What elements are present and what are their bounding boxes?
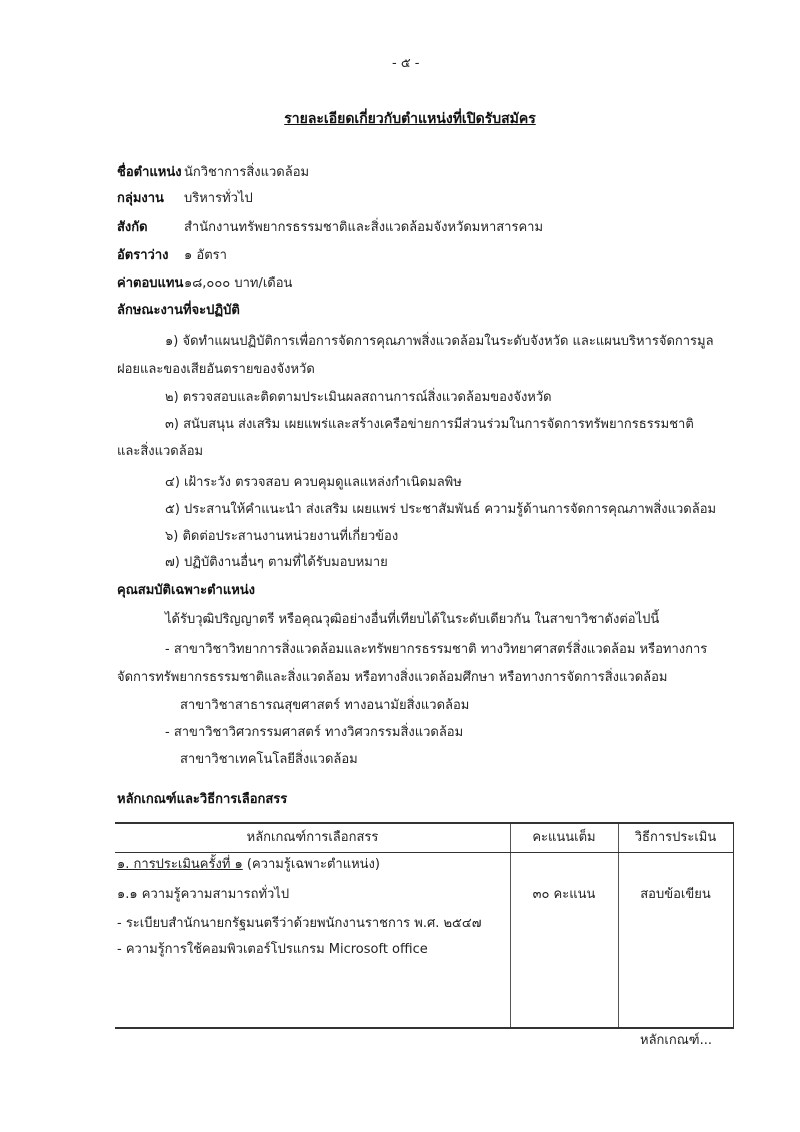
section-heading: คุณสมบัติเฉพาะตำแหน่ง bbox=[117, 583, 256, 598]
field-value: สำนักงานทรัพยากรธรรมชาติและสิ่งแวดล้อมจังหวัดมหาสารคาม bbox=[184, 220, 544, 235]
duty-item: ๔) เฝ้าระวัง ตรวจสอบ ควบคุมดูแลแหล่งกำเนิดมลพิษ bbox=[165, 475, 462, 490]
field-value: นักวิชาการสิ่งแวดล้อม bbox=[184, 165, 310, 180]
table-section-title bbox=[117, 856, 380, 874]
table-header: หลักเกณฑ์การเลือกสรร bbox=[246, 830, 379, 845]
header-divider bbox=[115, 852, 733, 853]
duty-item: ๖) ติดต่อประสานงานหน่วยงานที่เกี่ยวข้อง bbox=[165, 529, 399, 544]
section-heading: ลักษณะงานที่จะปฏิบัติ bbox=[117, 303, 240, 318]
qualification-line: - สาขาวิชาวิทยาการสิ่งแวดล้อมและทรัพยากรธรรมชาติ ทางวิทยาศาสตร์สิ่งแวดล้อม หรือทางการ bbox=[165, 642, 708, 657]
field-label: กลุ่มงาน bbox=[117, 191, 164, 206]
duty-item: ๗) ปฏิบัติงานอื่นๆ ตามที่ได้รับมอบหมาย bbox=[165, 555, 388, 570]
page-number: - ๕ - bbox=[392, 56, 420, 71]
field-value: ๑๘,๐๐๐ บาท/เดือน bbox=[184, 276, 293, 291]
section-title: ๑. การประเมินครั้งที่ ๑ bbox=[117, 857, 243, 872]
duty-item: ๓) สนับสนุน ส่งเสริม เผยแพร่และสร้างเครือข่ายการมีส่วนร่วมในการจัดการทรัพยากรธรรมชาติ bbox=[165, 417, 694, 432]
table-row-method: สอบข้อเขียน bbox=[640, 887, 711, 902]
qualification-line: สาขาวิชาเทคโนโลยีสิ่งแวดล้อม bbox=[180, 752, 358, 767]
column-divider bbox=[510, 824, 511, 1027]
table-row-criteria: - ความรู้การใช้คอมพิวเตอร์โปรแกรม Microsoft office bbox=[117, 942, 428, 957]
table-header: วิธีการประเมิน bbox=[634, 830, 717, 845]
duty-item: ๕) ประสานให้คำแนะนำ ส่งเสริม เผยแพร่ ประชาสัมพันธ์ ความรู้ด้านการจัดการคุณภาพสิ่งแวดล้อม bbox=[165, 502, 717, 517]
qualification-line: จัดการทรัพยากรธรรมชาติและสิ่งแวดล้อม หรือทางสิ่งแวดล้อมศึกษา หรือทางการจัดการสิ่งแวดล้อม bbox=[117, 670, 668, 685]
field-label: ชื่อตำแหน่ง bbox=[117, 165, 182, 180]
section-heading: หลักเกณฑ์และวิธีการเลือกสรร bbox=[117, 792, 288, 807]
qualification-line: - สาขาวิชาวิศวกรรมศาสตร์ ทางวิศวกรรมสิ่งแวดล้อม bbox=[165, 725, 464, 740]
duty-item: ๑) จัดทำแผนปฏิบัติการเพื่อการจัดการคุณภาพสิ่งแวดล้อมในระดับจังหวัด และแผนบริหารจัดการมูล bbox=[165, 334, 714, 349]
field-value: บริหารทั่วไป bbox=[184, 191, 253, 206]
column-divider bbox=[618, 824, 619, 1027]
field-label: อัตราว่าง bbox=[117, 248, 169, 263]
duty-item: ๒) ตรวจสอบและติดตามประเมินผลสถานการณ์สิ่งแวดล้อมของจังหวัด bbox=[165, 390, 552, 405]
continuation-text: หลักเกณฑ์... bbox=[640, 1033, 712, 1048]
field-label: สังกัด bbox=[117, 220, 148, 235]
field-label: ค่าตอบแทน bbox=[117, 276, 184, 291]
table-row-criteria: ๑.๑ ความรู้ความสามารถทั่วไป bbox=[117, 887, 290, 902]
qualification-line: ได้รับวุฒิปริญญาตรี หรือคุณวุฒิอย่างอื่นที่เทียบได้ในระดับเดียวกัน ในสาขาวิชาดังต่อไปนี้ bbox=[165, 612, 660, 627]
duty-item: และสิ่งแวดล้อม bbox=[117, 444, 204, 459]
table-row-criteria: - ระเบียบสำนักนายกรัฐมนตรีว่าด้วยพนักงานราชการ พ.ศ. ๒๕๔๗ bbox=[117, 916, 482, 931]
section-note: (ความรู้เฉพาะตำแหน่ง) bbox=[242, 857, 380, 872]
table-header: คะแนนเต็ม bbox=[532, 830, 596, 845]
page-title: รายละเอียดเกี่ยวกับตำแหน่งที่เปิดรับสมัคร bbox=[284, 111, 536, 127]
selection-criteria-table bbox=[115, 822, 734, 1029]
qualification-line: สาขาวิชาสาธารณสุขศาสตร์ ทางอนามัยสิ่งแวดล้อม bbox=[180, 698, 470, 713]
duty-item: ฝอยและของเสียอันตรายของจังหวัด bbox=[117, 362, 315, 377]
field-value: ๑ อัตรา bbox=[184, 248, 227, 263]
table-row-score: ๓๐ คะแนน bbox=[532, 887, 596, 902]
